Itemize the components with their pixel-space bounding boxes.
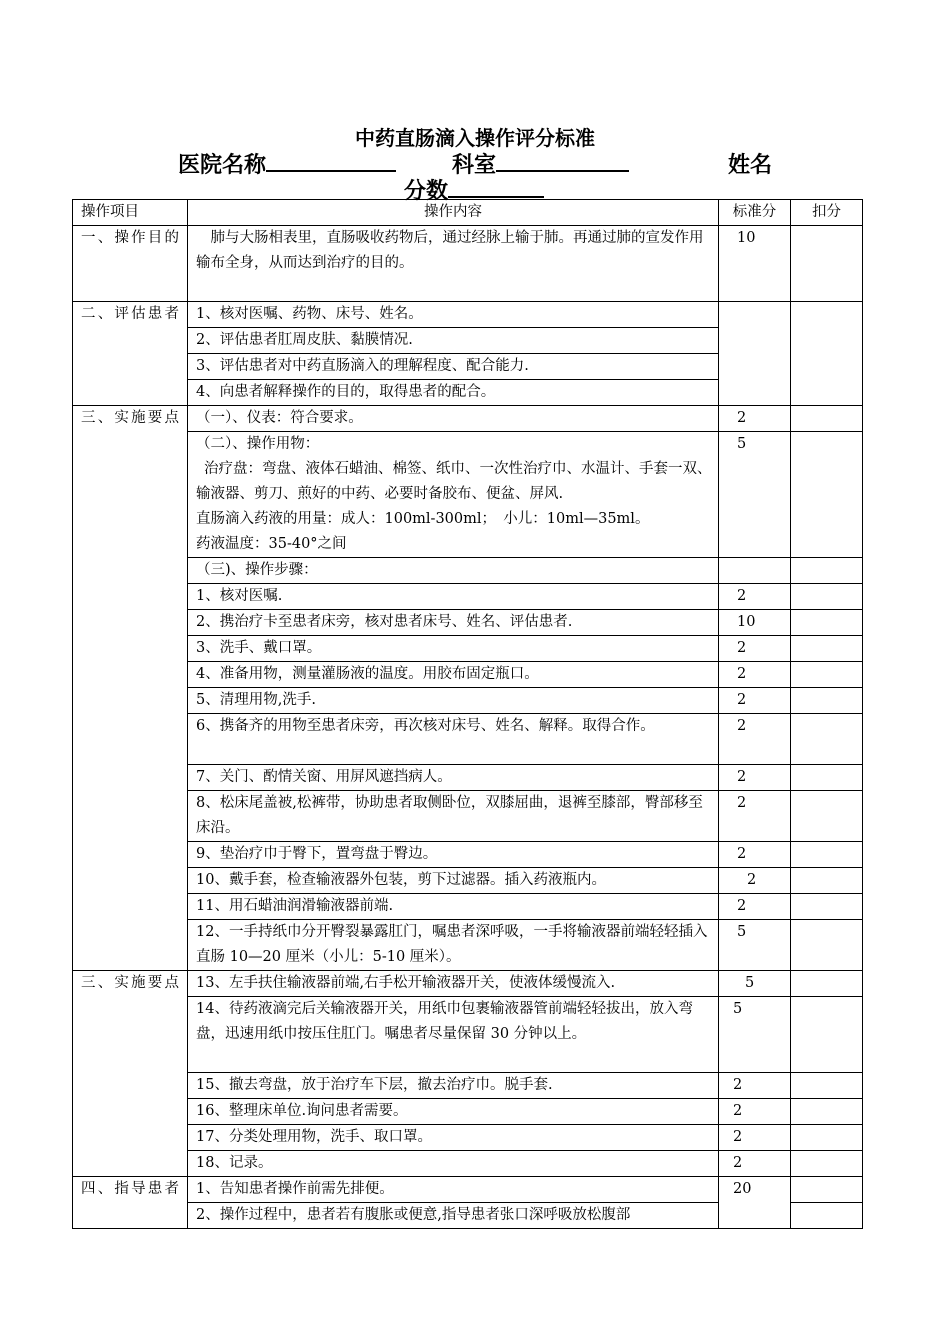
content-cell: 1、核对医嘱. xyxy=(188,584,719,610)
column-header-deduction: 扣分 xyxy=(791,200,863,226)
category-cell: 三、实施要点 xyxy=(73,406,188,971)
content-cell: 1、告知患者操作前需先排便。 xyxy=(188,1177,719,1203)
scoring-table xyxy=(72,199,863,1229)
table-row xyxy=(73,842,863,868)
standard-score-cell: 5 xyxy=(719,997,791,1073)
table-row xyxy=(73,1073,863,1099)
table-row xyxy=(73,1177,863,1203)
deduction-cell[interactable] xyxy=(791,920,863,971)
deduction-cell[interactable] xyxy=(791,302,863,406)
deduction-cell[interactable] xyxy=(791,1177,863,1203)
table-row xyxy=(73,894,863,920)
deduction-cell[interactable] xyxy=(791,584,863,610)
hospital-label: 医院名称 xyxy=(178,152,267,178)
standard-score-cell: 10 xyxy=(719,610,791,636)
content-line: 治疗盘：弯盘、液体石蜡油、棉签、纸巾、一次性治疗巾、水温计、手套一双、输液器、剪刀、煎好的中药、必要时备胶布、便盆、屏风. xyxy=(196,461,712,502)
content-subheading: （二）、操作用物： xyxy=(196,436,320,452)
deduction-cell[interactable] xyxy=(791,558,863,584)
table-row xyxy=(73,432,863,558)
column-header-standard-score: 标准分 xyxy=(719,200,791,226)
table-row xyxy=(73,636,863,662)
deduction-cell[interactable] xyxy=(791,1073,863,1099)
table-row xyxy=(73,1125,863,1151)
deduction-cell[interactable] xyxy=(791,765,863,791)
standard-score-cell: 2 xyxy=(719,662,791,688)
document-title: 中药直肠滴入操作评分标准 xyxy=(355,126,595,150)
content-cell xyxy=(188,432,719,558)
content-cell: 7、关门、酌情关窗、用屏风遮挡病人。 xyxy=(188,765,719,791)
table-row xyxy=(73,997,863,1073)
standard-score-cell: 2 xyxy=(719,765,791,791)
standard-score-cell: 2 xyxy=(719,868,791,894)
deduction-cell[interactable] xyxy=(791,636,863,662)
table-row xyxy=(73,662,863,688)
column-header-item: 操作项目 xyxy=(73,200,188,226)
category-cell: 二、评估患者 xyxy=(73,302,188,406)
hospital-blank xyxy=(266,150,396,172)
standard-score-cell xyxy=(719,558,791,584)
content-cell: 16、整理床单位.询问患者需要。 xyxy=(188,1099,719,1125)
content-cell: 2、操作过程中，患者若有腹胀或便意,指导患者张口深呼吸放松腹部 xyxy=(188,1203,719,1229)
category-cell: 一、操作目的 xyxy=(73,226,188,302)
standard-score-cell: 2 xyxy=(719,1073,791,1099)
table-row xyxy=(73,1099,863,1125)
hospital-field xyxy=(178,148,396,179)
content-cell: 13、左手扶住输液器前端,右手松开输液器开关，使液体缓慢流入. xyxy=(188,971,719,997)
deduction-cell[interactable] xyxy=(791,971,863,997)
content-cell: 18、记录。 xyxy=(188,1151,719,1177)
category-cell: 三、实施要点 xyxy=(73,971,188,1177)
standard-score-cell: 2 xyxy=(719,406,791,432)
content-cell: 6、携备齐的用物至患者床旁，再次核对床号、姓名、解释。取得合作。 xyxy=(188,714,719,765)
table-row xyxy=(73,920,863,971)
standard-score-cell: 2 xyxy=(719,842,791,868)
deduction-cell[interactable] xyxy=(791,1099,863,1125)
score-blank xyxy=(448,174,544,198)
deduction-cell[interactable] xyxy=(791,1125,863,1151)
content-line: 药液温度：35-40°之间 xyxy=(196,536,347,552)
content-cell: 3、洗手、戴口罩。 xyxy=(188,636,719,662)
content-cell: 10、戴手套，检查输液器外包装，剪下过滤器。插入药液瓶内。 xyxy=(188,868,719,894)
deduction-cell[interactable] xyxy=(791,1203,863,1229)
standard-score-cell: 10 xyxy=(719,226,791,302)
content-cell: （三)、操作步骤： xyxy=(188,558,719,584)
name-label: 姓名 xyxy=(728,152,773,178)
content-cell: 3、评估患者对中药直肠滴入的理解程度、配合能力. xyxy=(188,354,719,380)
standard-score-cell: 2 xyxy=(719,791,791,842)
content-cell: 2、携治疗卡至患者床旁，核对患者床号、姓名、评估患者. xyxy=(188,610,719,636)
content-cell: 4、向患者解释操作的目的，取得患者的配合。 xyxy=(188,380,719,406)
standard-score-cell: 2 xyxy=(719,688,791,714)
content-line: 直肠滴入药液的用量：成人：100ml-300ml； 小儿：10ml—35ml。 xyxy=(196,511,650,527)
deduction-cell[interactable] xyxy=(791,842,863,868)
standard-score-cell: 2 xyxy=(719,1151,791,1177)
table-row xyxy=(73,302,863,328)
standard-score-cell: 5 xyxy=(719,971,791,997)
content-cell: 15、撤去弯盘，放于治疗车下层，撤去治疗巾。脱手套. xyxy=(188,1073,719,1099)
standard-score-cell: 2 xyxy=(719,1125,791,1151)
deduction-cell[interactable] xyxy=(791,894,863,920)
deduction-cell[interactable] xyxy=(791,406,863,432)
deduction-cell[interactable] xyxy=(791,226,863,302)
standard-score-cell: 20 xyxy=(719,1177,791,1229)
content-cell: 11、用石蜡油润滑输液器前端. xyxy=(188,894,719,920)
content-cell: 9、垫治疗巾于臀下，置弯盘于臀边。 xyxy=(188,842,719,868)
standard-score-cell: 2 xyxy=(719,894,791,920)
table-row xyxy=(73,1151,863,1177)
table-row xyxy=(73,610,863,636)
content-cell: 1、核对医嘱、药物、床号、姓名。 xyxy=(188,302,719,328)
name-field xyxy=(728,148,772,179)
deduction-cell[interactable] xyxy=(791,662,863,688)
department-label: 科室 xyxy=(452,152,497,178)
table-row xyxy=(73,971,863,997)
deduction-cell[interactable] xyxy=(791,714,863,765)
deduction-cell[interactable] xyxy=(791,432,863,558)
deduction-cell[interactable] xyxy=(791,791,863,842)
standard-score-cell: 5 xyxy=(719,432,791,558)
department-blank xyxy=(496,150,629,172)
category-cell: 四、指导患者 xyxy=(73,1177,188,1229)
content-cell: 14、待药液滴完后关输液器开关，用纸巾包裹输液器管前端轻轻拔出，放入弯盘，迅速用纸巾按压住肛门。嘱患者尽量保留 30 分钟以上。 xyxy=(188,997,719,1073)
standard-score-cell: 5 xyxy=(719,920,791,971)
table-row xyxy=(73,584,863,610)
score-label: 分数 xyxy=(404,178,449,204)
deduction-cell[interactable] xyxy=(791,997,863,1073)
standard-score-cell: 2 xyxy=(719,714,791,765)
deduction-cell[interactable] xyxy=(791,868,863,894)
table-row xyxy=(73,558,863,584)
deduction-cell[interactable] xyxy=(791,610,863,636)
table-row xyxy=(73,765,863,791)
content-cell: 肺与大肠相表里，直肠吸收药物后，通过经脉上输于肺。再通过肺的宣发作用输布全身，从而达到治疗的目的。 xyxy=(188,226,719,302)
content-cell: 4、准备用物，测量灌肠液的温度。用胶布固定瓶口。 xyxy=(188,662,719,688)
table-row xyxy=(73,714,863,765)
content-cell: 12、一手持纸巾分开臀裂暴露肛门，嘱患者深呼吸，一手将输液器前端轻轻插入直肠 10—20 厘米（小儿：5-10 厘米）。 xyxy=(188,920,719,971)
table-row xyxy=(73,688,863,714)
standard-score-cell: 2 xyxy=(719,584,791,610)
standard-score-cell: 2 xyxy=(719,636,791,662)
table-row xyxy=(73,868,863,894)
table-row xyxy=(73,406,863,432)
deduction-cell[interactable] xyxy=(791,688,863,714)
table-row xyxy=(73,791,863,842)
content-cell: 5、清理用物,洗手. xyxy=(188,688,719,714)
content-cell: 8、松床尾盖被,松裤带，协助患者取侧卧位，双膝屈曲，退裤至膝部，臀部移至床沿。 xyxy=(188,791,719,842)
table-header-row xyxy=(73,200,863,226)
content-cell: （一）、仪表：符合要求。 xyxy=(188,406,719,432)
content-cell: 2、评估患者肛周皮肤、黏膜情况. xyxy=(188,328,719,354)
column-header-content: 操作内容 xyxy=(188,200,719,226)
content-cell: 17、分类处理用物，洗手、取口罩。 xyxy=(188,1125,719,1151)
table-row xyxy=(73,226,863,302)
standard-score-cell xyxy=(719,302,791,406)
deduction-cell[interactable] xyxy=(791,1151,863,1177)
standard-score-cell: 2 xyxy=(719,1099,791,1125)
